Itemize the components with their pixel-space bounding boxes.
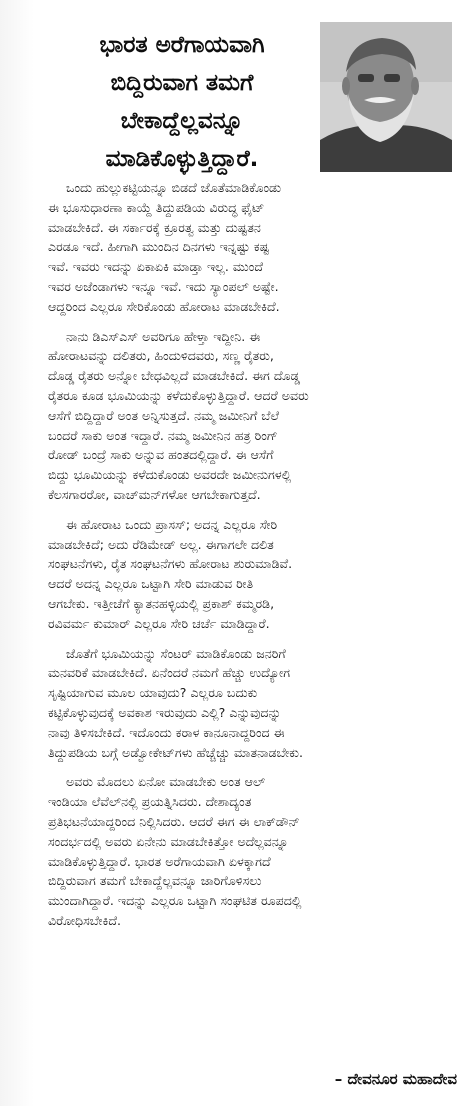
text-line: ಆಸೆಗೆ ಬಿದ್ದಿದ್ದಾರೆ ಅಂತ ಅನ್ನಿಸುತ್ತದೆ. ನಮ್ಮ ಜಮೀನಿಗೆ ಬೆಲೆ	[48, 407, 280, 423]
text-line: ಆಗಬೇಕು. ಇತ್ತೀಚೆಗೆ ಕ್ಯಾತನಹಳ್ಳಿಯಲ್ಲಿ ಪ್ರಕಾಶ್ ಕಮ್ಮರಡಿ,	[48, 595, 275, 611]
article-body	[48, 178, 458, 941]
text-line: ಪ್ರತಿಭಟನೆಯಾದ್ದರಿಂದ ನಿಲ್ಲಿಸಿದರು. ಆದರೆ ಈಗ ಈ ಲಾಕ್‌ಡೌನ್	[48, 813, 300, 829]
text-line: ಇವೆ. ಇವರು ಇದನ್ನು ಏಕಾಏಕಿ ಮಾಡ್ತಾ ಇಲ್ಲ. ಮುಂದೆ	[48, 259, 264, 275]
text-line: ಮಾಡಬೇಕಿದೆ; ಅದು ರೆಡಿಮೇಡ್ ಅಲ್ಲ. ಈಗಾಗಲೇ ದಲಿತ	[48, 536, 274, 552]
text-line: ನಾನು ಡಿಎಸ್ಎಸ್ ಅವರಿಗೂ ಹೇಳ್ತಾ ಇದ್ದೀನಿ. ಈ	[66, 328, 261, 344]
text-line: ತಿದ್ದುಪಡಿಯ ಬಗ್ಗೆ ಅಡ್ವೋಕೇಟ್‌ಗಳು ಹೆಚ್ಚೆಚ್ಚು ಮಾತನಾಡಬೇಕು.	[48, 744, 303, 760]
article-header	[48, 22, 458, 172]
text-line: ಬಿದ್ದಿರುವಾಗ ತಮಗೆ ಬೇಕಾದ್ದೆಲ್ಲವನ್ನೂ ಜಾರಿಗೊಳಿಸಲು	[48, 873, 262, 889]
headline-line: ಬೇಕಾದ್ದೆಲ್ಲವನ್ನೂ	[120, 108, 244, 134]
portrait-illustration	[320, 22, 452, 172]
text-line: ಇವರ ಅಜೆಂಡಾಗಳು ಇನ್ನೂ ಇವೆ. ಇದು ಸ್ಯಾಂಪಲ್ ಅಷ್ಟೇ.	[48, 278, 279, 294]
text-line: ಅವರು ಮೊದಲು ಏನೋ ಮಾಡಬೇಕು ಅಂತ ಆಲ್	[66, 774, 266, 790]
text-line: ನಾವು ತಿಳಿಸಬೇಕಿದೆ. ಇದೊಂದು ಕರಾಳ ಕಾನೂನಾದ್ದರಿಂದ ಈ	[48, 724, 285, 740]
text-line: ಬಂದರೆ ಸಾಕು ಅಂತ ಇದ್ದಾರೆ. ನಮ್ಮ ಜಮೀನಿನ ಹತ್ರ ರಿಂಗ್	[48, 427, 278, 443]
text-line: ಸಂಘಟನೆಗಳು, ರೈತ ಸಂಘಟನೆಗಳು ಹೋರಾಟ ಶುರುಮಾಡಿವೆ.	[48, 556, 293, 572]
paragraph	[48, 644, 458, 763]
author-portrait	[320, 22, 452, 172]
headline	[48, 26, 316, 178]
text-line: ಜೊತೆಗೆ ಭೂಮಿಯನ್ನು ಸೆಂಟರ್ ಮಾಡಿಕೊಂಡು ಜನರಿಗೆ	[66, 645, 286, 661]
paragraph	[48, 178, 458, 317]
paragraph	[48, 515, 458, 634]
text-line: ಮಾಡಬೇಕಿದೆ. ಈ ಸರ್ಕಾರಕ್ಕೆ ಕ್ರೂರತ್ವ ಮತ್ತು ದುಷ್ಟತನ	[48, 219, 261, 235]
text-line: ರೋಡ್ ಬಂದ್ರೆ ಸಾಕು ಅನ್ನುವ ಹಂತದಲ್ಲಿದ್ದಾರೆ. ಈ ಆಸೆಗೆ	[48, 447, 274, 463]
text-line: ರೈತರೂ ಕೂಡ ಭೂಮಿಯನ್ನು ಕಳೆದುಕೊಳ್ಳುತ್ತಿದ್ದಾರೆ. ಆದರೆ ಅವರು	[48, 387, 309, 403]
text-line: ರವಿವರ್ಮ ಕುಮಾರ್ ಎಲ್ಲರೂ ಸೇರಿ ಚರ್ಚೆ ಮಾಡಿದ್ದಾರೆ.	[48, 615, 270, 631]
text-line: ಕಟ್ಟಿಕೊಳ್ಳುವುದಕ್ಕೆ ಅವಕಾಶ ಇರುವುದು ಎಲ್ಲಿ? ಎನ್ನುವುದನ್ನು	[48, 704, 282, 720]
text-line: ಎರಡೂ ಇದೆ. ಹೀಗಾಗಿ ಮುಂದಿನ ದಿನಗಳು ಇನ್ನಷ್ಟು ಕಷ್ಟ	[48, 239, 270, 255]
text-line: ಸೃಷ್ಟಿಯಾಗುವ ಮೂಲ ಯಾವುದು? ಎಲ್ಲರೂ ಬದುಕು	[48, 685, 258, 701]
page-edge-shadow	[0, 0, 34, 1106]
paragraph	[48, 772, 458, 930]
text-line: ಮುಂದಾಗಿದ್ದಾರೆ. ಇದನ್ನು ಎಲ್ಲರೂ ಒಟ್ಟಾಗಿ ಸಂಘಟಿತ ರೂಪದಲ್ಲಿ	[48, 893, 302, 909]
headline-line: ಮಾಡಿಕೊಳ್ಳುತ್ತಿದ್ದಾರೆ.	[105, 146, 259, 172]
headline-line: ಬಿದ್ದಿರುವಾಗ ತಮಗೆ	[110, 70, 254, 96]
text-line: ಮನವರಿಕೆ ಮಾಡಬೇಕಿದೆ. ಏನೆಂದರೆ ನಮಗೆ ಹೆಚ್ಚು ಉದ್ಯೋಗ	[48, 665, 291, 681]
text-line: ಹೋರಾಟವನ್ನು ದಲಿತರು, ಹಿಂದುಳಿದವರು, ಸಣ್ಣ ರೈತರು,	[48, 348, 274, 364]
text-line: ಆದ್ದರಿಂದ ಎಲ್ಲರೂ ಸೇರಿಕೊಂಡು ಹೋರಾಟ ಮಾಡಬೇಕಿದೆ.	[48, 298, 280, 314]
headline-line: ಭಾರತ ಅರೆಗಾಯವಾಗಿ	[99, 32, 265, 58]
text-line: ಮಾಡಿಕೊಳ್ಳುತ್ತಿದ್ದಾರೆ. ಭಾರತ ಅರೆಗಾಯವಾಗಿ ಏಳಕ್ಕಾಗದೆ	[48, 853, 271, 869]
text-line: ದೊಡ್ಡ ರೈತರು ಅನ್ನೋ ಬೇಧವಿಲ್ಲದೆ ಮಾಡಬೇಕಿದೆ. ಈಗ ದೊಡ್ಡ	[48, 368, 300, 384]
text-line: ಸಂದರ್ಭದಲ್ಲಿ ಅವರು ಏನೇನು ಮಾಡಬೇಕಿತ್ತೋ ಅದೆಲ್ಲವನ್ನೂ	[48, 833, 289, 849]
text-line: ಈ ಹೋರಾಟ ಒಂದು ಪ್ರಾಸಸ್; ಅದನ್ನ ಎಲ್ಲರೂ ಸೇರಿ	[66, 516, 278, 532]
text-line: ಬಿದ್ದು ಭೂಮಿಯನ್ನು ಕಳೆದುಕೊಂಡು ಅವರದೇ ಜಮೀನುಗಳಲ್ಲಿ	[48, 467, 292, 483]
text-line: ಕೆಲಸಗಾರರೋ, ವಾಚ್‌ಮನ್‌ಗಳೋ ಆಗಬೇಕಾಗುತ್ತದೆ.	[48, 486, 261, 502]
text-line: ವಿರೋಧಿಸಬೇಕಿದೆ.	[48, 912, 122, 928]
author-signature: – ದೇವನೂರ ಮಹಾದೇವ	[334, 1070, 457, 1088]
text-line: ಆದರೆ ಅದನ್ನ ಎಲ್ಲರೂ ಒಟ್ಟಾಗಿ ಸೇರಿ ಮಾಡುವ ರೀತಿ	[48, 576, 254, 592]
text-line: ಒಂದು ಹುಲ್ಲುಕಟ್ಟಿಯನ್ನೂ ಬಿಡದೆ ಜೊತೆಮಾಡಿಕೊಂಡು	[66, 180, 282, 195]
paragraph	[48, 327, 458, 505]
text-line: ಇಂಡಿಯಾ ಲೆವೆಲ್‌ನಲ್ಲಿ ಪ್ರಯತ್ನಿಸಿದರು. ದೇಶಾದ್ಯಂತ	[48, 794, 252, 810]
text-line: ಈ ಭೂಸುಧಾರಣಾ ಕಾಯ್ದೆ ತಿದ್ದುಪಡಿಯ ವಿರುದ್ಧ ಫೈಟ್	[48, 199, 265, 215]
